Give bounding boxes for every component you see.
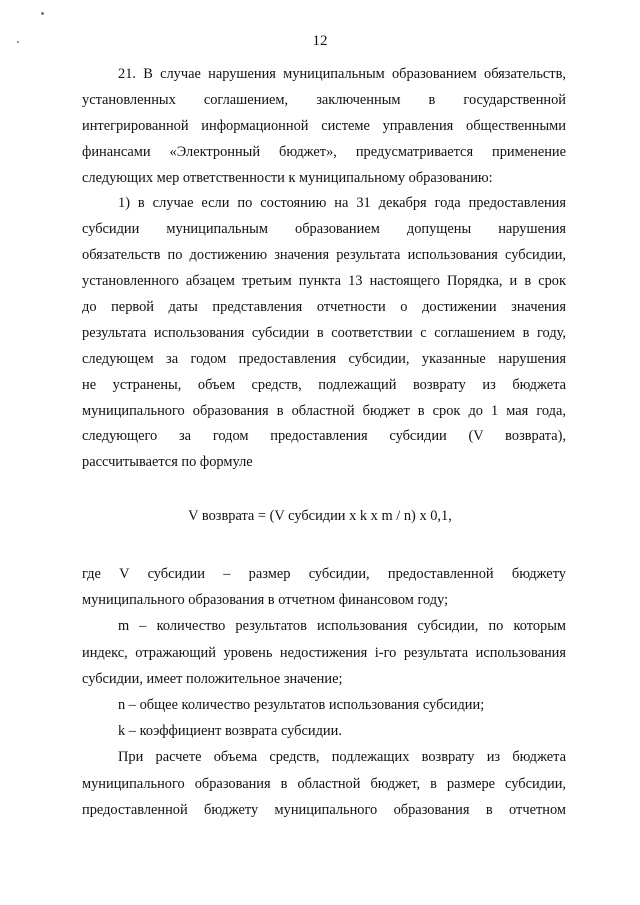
- final-paragraph-line: предоставленной бюджету муниципального образования в отчетном: [82, 801, 566, 818]
- page-number: 12: [312, 33, 328, 49]
- item-1-line: субсидии муниципальным образованием допущены нарушения: [82, 221, 566, 238]
- paragraph-21-line: установленных соглашением, заключенным в государственной: [82, 91, 566, 108]
- definition-m-line: субсидии, имеет положительное значение;: [82, 670, 343, 687]
- definition-m-line: m – количество результатов использования субсидии, по которым: [118, 618, 566, 635]
- formula: V возврата = (V субсидии x k x m / n) x 0,1,: [188, 508, 452, 524]
- item-1-line: следующем за годом предоставления субсидии, указанные нарушения: [82, 350, 566, 367]
- item-1-line: результата использования субсидии в соответствии с соглашением в году,: [82, 324, 566, 341]
- item-1-line: рассчитывается по формуле: [82, 454, 253, 471]
- item-1-line: 1) в случае если по состоянию на 31 декабря года предоставления: [118, 195, 566, 212]
- definition-v-subsidy-line: муниципального образования в отчетном финансовом году;: [82, 592, 449, 609]
- final-paragraph-line: муниципального образования в областной бюджет, в размере субсидии,: [82, 775, 566, 792]
- item-1-line: обязательств по достижению значения результата использования субсидии,: [82, 247, 566, 264]
- main-text-block: [82, 62, 566, 476]
- final-paragraph-line: При расчете объема средств, подлежащих возврату из бюджета: [118, 749, 566, 766]
- definition-k-line: k – коэффициент возврата субсидии.: [118, 723, 342, 740]
- definition-v-subsidy-line: где V субсидии – размер субсидии, предоставленной бюджету: [82, 566, 566, 582]
- definitions-block: [82, 561, 566, 823]
- definition-m-line: индекс, отражающий уровень недостижения i-го результата использования: [82, 644, 566, 661]
- paragraph-21-line: финансами «Электронный бюджет», предусматривается применение: [82, 143, 566, 160]
- paragraph-21-line: интегрированной информационной системе управления общественными: [82, 117, 566, 134]
- definition-n-line: n – общее количество результатов использования субсидии;: [118, 696, 485, 713]
- item-1-line: до первой даты представления отчетности о достижении значения: [82, 299, 566, 316]
- item-1-line: муниципального образования в областной бюджет в срок до 1 мая года,: [82, 402, 566, 419]
- item-1-line: следующего за годом предоставления субсидии (V возврата),: [82, 428, 566, 445]
- item-1-line: установленного абзацем третьим пункта 13 настоящего Порядка, и в срок: [82, 273, 566, 290]
- paragraph-21-line: 21. В случае нарушения муниципальным образованием обязательств,: [118, 66, 566, 82]
- scan-speck: [41, 12, 44, 15]
- item-1-line: не устранены, объем средств, подлежащий возврату из бюджета: [82, 376, 566, 393]
- paragraph-21-line: следующих мер ответственности к муниципальному образованию:: [82, 169, 493, 186]
